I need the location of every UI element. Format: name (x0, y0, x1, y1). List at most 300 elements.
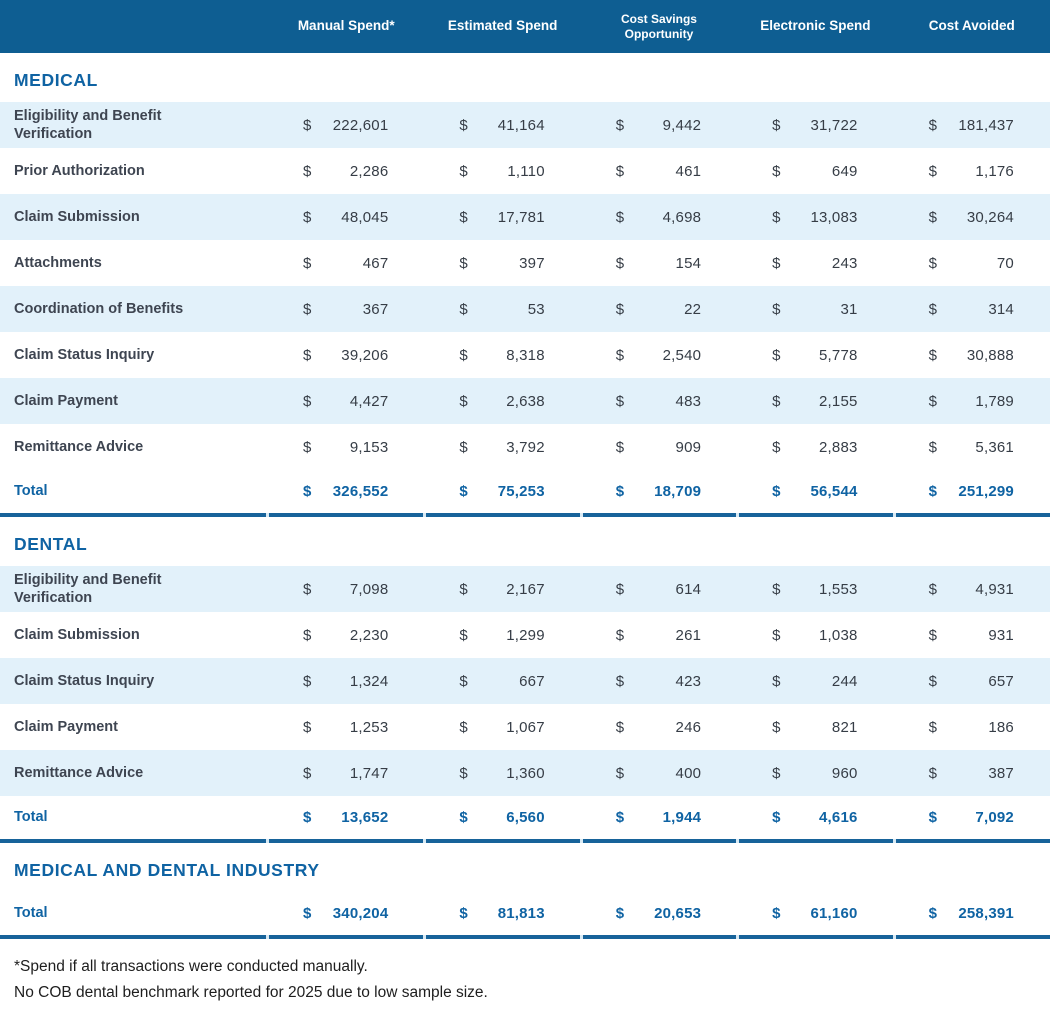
currency-symbol: $ (772, 254, 781, 272)
divider-segment (426, 839, 580, 843)
amount-value: 1,253 (349, 718, 389, 736)
amount-cell (737, 117, 893, 134)
amount-value: 2,230 (349, 626, 389, 644)
amount-cell (737, 347, 893, 364)
currency-symbol: $ (928, 626, 938, 644)
amount-cell (581, 439, 737, 456)
row-label-text: Total (14, 905, 48, 922)
currency-symbol: $ (772, 392, 781, 410)
row-label-text: Remittance Advice (14, 764, 144, 781)
currency-symbol: $ (615, 483, 625, 500)
currency-symbol: $ (303, 809, 312, 826)
table-row (0, 612, 1050, 658)
currency-symbol: $ (303, 672, 312, 690)
row-label (0, 718, 268, 736)
amount-value: 5,778 (819, 346, 858, 364)
amount-value: 41,164 (497, 116, 545, 134)
divider-segment (896, 513, 1050, 517)
currency-symbol: $ (459, 580, 468, 598)
amount-cell (268, 719, 424, 736)
currency-symbol: $ (928, 483, 938, 500)
currency-symbol: $ (615, 764, 625, 782)
row-label-text: Claim Submission (14, 626, 140, 643)
amount-cell (268, 163, 424, 180)
amount-cell (581, 163, 737, 180)
amount-cell (581, 347, 737, 364)
table-row (0, 102, 1050, 148)
column-header (894, 0, 1050, 53)
amount-value: 1,176 (975, 162, 1014, 180)
amount-value: 423 (675, 672, 702, 690)
amount-cell (737, 673, 893, 690)
amount-cell (894, 117, 1050, 134)
amount-value: 8,318 (506, 346, 545, 364)
divider-segment (583, 839, 737, 843)
amount-value: 186 (988, 718, 1014, 736)
amount-value: 53 (527, 300, 545, 318)
amount-cell (268, 301, 424, 318)
currency-symbol: $ (772, 300, 781, 318)
currency-symbol: $ (303, 764, 312, 782)
amount-value: 909 (675, 438, 702, 456)
amount-value: 1,944 (662, 809, 702, 826)
currency-symbol: $ (928, 764, 938, 782)
column-header (737, 0, 893, 53)
amount-cell (424, 347, 580, 364)
divider-segment (269, 839, 423, 843)
amount-cell (581, 627, 737, 644)
column-header-label: Estimated Spend (447, 18, 558, 34)
amount-cell (268, 581, 424, 598)
amount-value: 3,792 (506, 438, 545, 456)
amount-value: 397 (519, 254, 545, 272)
row-label-text: Claim Submission (14, 208, 140, 225)
header-spacer (0, 0, 268, 53)
amount-value: 30,264 (966, 208, 1014, 226)
currency-symbol: $ (928, 208, 938, 226)
currency-symbol: $ (928, 300, 938, 318)
divider-segment (426, 935, 580, 939)
row-label-text: Total (14, 809, 48, 826)
divider-segment (896, 935, 1050, 939)
amount-cell (581, 581, 737, 598)
currency-symbol: $ (772, 346, 781, 364)
currency-symbol: $ (459, 300, 468, 318)
total-row (0, 470, 1050, 513)
amount-cell (424, 581, 580, 598)
currency-symbol: $ (459, 116, 468, 134)
currency-symbol: $ (615, 254, 625, 272)
amount-value: 39,206 (341, 346, 389, 364)
table-row (0, 704, 1050, 750)
amount-cell (581, 673, 737, 690)
row-label-text: Attachments (14, 254, 102, 271)
currency-symbol: $ (459, 438, 468, 456)
amount-value: 181,437 (958, 116, 1014, 134)
amount-cell (581, 905, 737, 922)
amount-value: 13,652 (341, 809, 389, 826)
divider-segment (739, 935, 893, 939)
amount-cell (424, 255, 580, 272)
footnote: No COB dental benchmark reported for 2025 due to low sample size. (14, 984, 488, 1002)
amount-value: 4,616 (819, 809, 858, 826)
amount-cell (268, 117, 424, 134)
section-title: MEDICAL AND DENTAL INDUSTRY (14, 860, 320, 880)
divider-segment (583, 935, 737, 939)
amount-value: 243 (831, 254, 858, 272)
currency-symbol: $ (928, 809, 938, 826)
currency-symbol: $ (303, 346, 312, 364)
currency-symbol: $ (459, 809, 468, 826)
row-label (0, 764, 268, 782)
amount-cell (737, 627, 893, 644)
currency-symbol: $ (772, 626, 781, 644)
amount-value: 1,553 (819, 580, 858, 598)
divider-segment (0, 513, 266, 517)
amount-cell (737, 905, 893, 922)
amount-value: 70 (996, 254, 1014, 272)
amount-value: 314 (988, 300, 1014, 318)
amount-value: 1,324 (349, 672, 389, 690)
amount-cell (737, 255, 893, 272)
amount-value: 1,789 (975, 392, 1014, 410)
amount-value: 1,038 (819, 626, 858, 644)
amount-cell (424, 905, 580, 922)
currency-symbol: $ (303, 300, 312, 318)
amount-cell (581, 483, 737, 500)
amount-cell (424, 163, 580, 180)
row-label (0, 300, 268, 318)
row-label (0, 392, 268, 410)
currency-symbol: $ (303, 626, 312, 644)
amount-value: 1,747 (349, 764, 389, 782)
table-row (0, 148, 1050, 194)
row-label (0, 438, 268, 456)
table-row (0, 194, 1050, 240)
amount-value: 18,709 (654, 483, 702, 500)
column-header (424, 0, 580, 53)
column-header (268, 0, 424, 53)
amount-value: 4,931 (975, 580, 1014, 598)
amount-cell (268, 905, 424, 922)
row-label (0, 571, 268, 607)
amount-value: 244 (831, 672, 858, 690)
column-header-label: Cost Savings Opportunity (620, 11, 697, 41)
row-label (0, 626, 268, 644)
currency-symbol: $ (772, 483, 781, 500)
currency-symbol: $ (303, 580, 312, 598)
amount-value: 387 (988, 764, 1014, 782)
amount-cell (737, 809, 893, 826)
amount-value: 461 (675, 162, 702, 180)
currency-symbol: $ (928, 116, 938, 134)
currency-symbol: $ (459, 905, 468, 922)
amount-cell (424, 673, 580, 690)
currency-symbol: $ (303, 162, 312, 180)
amount-value: 17,781 (497, 208, 545, 226)
amount-value: 31,722 (810, 116, 858, 134)
currency-symbol: $ (303, 208, 312, 226)
amount-value: 261 (675, 626, 702, 644)
divider-segment (739, 839, 893, 843)
amount-cell (268, 439, 424, 456)
amount-value: 251,299 (958, 483, 1014, 500)
amount-cell (581, 255, 737, 272)
amount-value: 9,442 (662, 116, 702, 134)
amount-cell (737, 301, 893, 318)
divider-segment (269, 935, 423, 939)
currency-symbol: $ (928, 162, 938, 180)
row-label (0, 904, 268, 922)
section-divider (0, 839, 1050, 843)
amount-cell (737, 483, 893, 500)
row-label-text: Claim Status Inquiry (14, 672, 155, 689)
divider-segment (0, 935, 266, 939)
amount-cell (581, 301, 737, 318)
currency-symbol: $ (615, 438, 625, 456)
amount-value: 81,813 (497, 905, 545, 922)
currency-symbol: $ (615, 162, 625, 180)
currency-symbol: $ (928, 580, 938, 598)
amount-value: 2,883 (819, 438, 858, 456)
table-row (0, 658, 1050, 704)
divider-segment (269, 513, 423, 517)
row-label (0, 107, 268, 143)
section-title: MEDICAL (14, 70, 98, 90)
currency-symbol: $ (459, 718, 468, 736)
currency-symbol: $ (303, 392, 312, 410)
currency-symbol: $ (772, 438, 781, 456)
amount-value: 657 (988, 672, 1014, 690)
divider-segment (426, 513, 580, 517)
currency-symbol: $ (303, 438, 312, 456)
amount-value: 960 (831, 764, 858, 782)
currency-symbol: $ (615, 300, 625, 318)
amount-value: 649 (831, 162, 858, 180)
amount-cell (894, 439, 1050, 456)
currency-symbol: $ (928, 392, 938, 410)
amount-cell (268, 483, 424, 500)
currency-symbol: $ (772, 718, 781, 736)
row-label (0, 162, 268, 180)
amount-value: 614 (675, 580, 702, 598)
currency-symbol: $ (459, 162, 468, 180)
currency-symbol: $ (615, 208, 625, 226)
amount-value: 667 (519, 672, 545, 690)
amount-value: 7,092 (975, 809, 1014, 826)
currency-symbol: $ (459, 483, 468, 500)
amount-cell (581, 765, 737, 782)
amount-cell (737, 393, 893, 410)
amount-value: 1,299 (506, 626, 545, 644)
amount-value: 22 (684, 300, 702, 318)
currency-symbol: $ (615, 718, 625, 736)
currency-symbol: $ (615, 809, 625, 826)
currency-symbol: $ (615, 905, 625, 922)
currency-symbol: $ (772, 764, 781, 782)
amount-cell (424, 393, 580, 410)
table-row (0, 378, 1050, 424)
amount-value: 7,098 (349, 580, 389, 598)
currency-symbol: $ (303, 905, 312, 922)
amount-cell (737, 439, 893, 456)
currency-symbol: $ (459, 764, 468, 782)
amount-cell (424, 117, 580, 134)
amount-cell (894, 255, 1050, 272)
currency-symbol: $ (615, 116, 625, 134)
amount-value: 9,153 (349, 438, 389, 456)
currency-symbol: $ (303, 718, 312, 736)
row-label (0, 208, 268, 226)
amount-value: 1,360 (506, 764, 545, 782)
amount-cell (268, 347, 424, 364)
amount-cell (424, 809, 580, 826)
currency-symbol: $ (459, 346, 468, 364)
amount-value: 1,067 (506, 718, 545, 736)
currency-symbol: $ (772, 672, 781, 690)
row-label-text: Eligibility and Benefit Verification (14, 571, 162, 606)
amount-cell (268, 209, 424, 226)
amount-cell (581, 209, 737, 226)
currency-symbol: $ (615, 626, 625, 644)
currency-symbol: $ (772, 208, 781, 226)
amount-value: 367 (362, 300, 389, 318)
amount-value: 61,160 (810, 905, 858, 922)
amount-cell (581, 809, 737, 826)
row-label-text: Claim Payment (14, 718, 118, 735)
table-header-row (0, 0, 1050, 53)
currency-symbol: $ (772, 580, 781, 598)
amount-cell (268, 627, 424, 644)
amount-value: 2,155 (819, 392, 858, 410)
amount-cell (737, 209, 893, 226)
amount-value: 4,427 (349, 392, 389, 410)
amount-value: 400 (675, 764, 702, 782)
amount-value: 13,083 (810, 208, 858, 226)
divider-segment (896, 839, 1050, 843)
currency-symbol: $ (772, 116, 781, 134)
currency-symbol: $ (928, 718, 938, 736)
row-label-text: Claim Payment (14, 392, 118, 409)
total-row (0, 892, 1050, 935)
amount-value: 483 (675, 392, 702, 410)
amount-cell (424, 439, 580, 456)
row-label (0, 482, 268, 500)
currency-symbol: $ (303, 254, 312, 272)
currency-symbol: $ (928, 905, 938, 922)
section-title: DENTAL (14, 534, 88, 554)
row-label-text: Remittance Advice (14, 438, 144, 455)
amount-cell (737, 581, 893, 598)
currency-symbol: $ (303, 116, 312, 134)
column-header-label: Cost Avoided (928, 18, 1015, 34)
currency-symbol: $ (615, 580, 625, 598)
amount-value: 5,361 (975, 438, 1014, 456)
amount-value: 1,110 (507, 162, 545, 180)
amount-value: 931 (988, 626, 1014, 644)
amount-value: 222,601 (332, 116, 389, 134)
amount-value: 2,167 (506, 580, 545, 598)
footnote: *Spend if all transactions were conducted manually. (14, 958, 368, 975)
divider-segment (739, 513, 893, 517)
row-label-text: Eligibility and Benefit Verification (14, 107, 162, 142)
amount-cell (424, 209, 580, 226)
amount-cell (581, 393, 737, 410)
amount-value: 30,888 (966, 346, 1014, 364)
amount-cell (268, 393, 424, 410)
amount-cell (424, 483, 580, 500)
currency-symbol: $ (303, 483, 312, 500)
currency-symbol: $ (772, 809, 781, 826)
row-label (0, 346, 268, 364)
amount-cell (894, 905, 1050, 922)
amount-value: 75,253 (497, 483, 545, 500)
currency-symbol: $ (772, 905, 781, 922)
footnotes (0, 939, 1050, 1006)
amount-cell (424, 765, 580, 782)
amount-cell (424, 301, 580, 318)
amount-value: 340,204 (332, 905, 389, 922)
column-header-label: Electronic Spend (760, 18, 871, 34)
table-row (0, 286, 1050, 332)
amount-cell (268, 673, 424, 690)
section-divider (0, 935, 1050, 939)
amount-value: 31 (840, 300, 858, 318)
column-header (581, 0, 737, 53)
column-header-label: Manual Spend* (297, 18, 395, 34)
amount-cell (894, 163, 1050, 180)
currency-symbol: $ (928, 438, 938, 456)
section-divider (0, 513, 1050, 517)
row-label (0, 808, 268, 826)
amount-cell (268, 765, 424, 782)
amount-cell (894, 581, 1050, 598)
currency-symbol: $ (459, 254, 468, 272)
amount-cell (737, 765, 893, 782)
currency-symbol: $ (459, 208, 468, 226)
table-row (0, 332, 1050, 378)
amount-value: 246 (675, 718, 702, 736)
table-body (0, 53, 1050, 939)
table-row (0, 566, 1050, 612)
amount-value: 154 (675, 254, 702, 272)
amount-cell (894, 719, 1050, 736)
amount-cell (894, 393, 1050, 410)
row-label (0, 254, 268, 272)
amount-cell (894, 673, 1050, 690)
amount-cell (424, 719, 580, 736)
amount-value: 2,540 (662, 346, 702, 364)
amount-value: 56,544 (810, 483, 858, 500)
currency-symbol: $ (459, 392, 468, 410)
currency-symbol: $ (459, 626, 468, 644)
amount-cell (894, 765, 1050, 782)
amount-cell (894, 483, 1050, 500)
table-row (0, 424, 1050, 470)
row-label (0, 672, 268, 690)
amount-cell (737, 719, 893, 736)
row-label-text: Claim Status Inquiry (14, 346, 155, 363)
divider-segment (0, 839, 266, 843)
currency-symbol: $ (928, 346, 938, 364)
amount-value: 2,638 (506, 392, 545, 410)
row-label-text: Total (14, 483, 48, 500)
amount-cell (581, 117, 737, 134)
amount-value: 20,653 (654, 905, 702, 922)
table-row (0, 750, 1050, 796)
amount-cell (424, 627, 580, 644)
amount-cell (268, 255, 424, 272)
